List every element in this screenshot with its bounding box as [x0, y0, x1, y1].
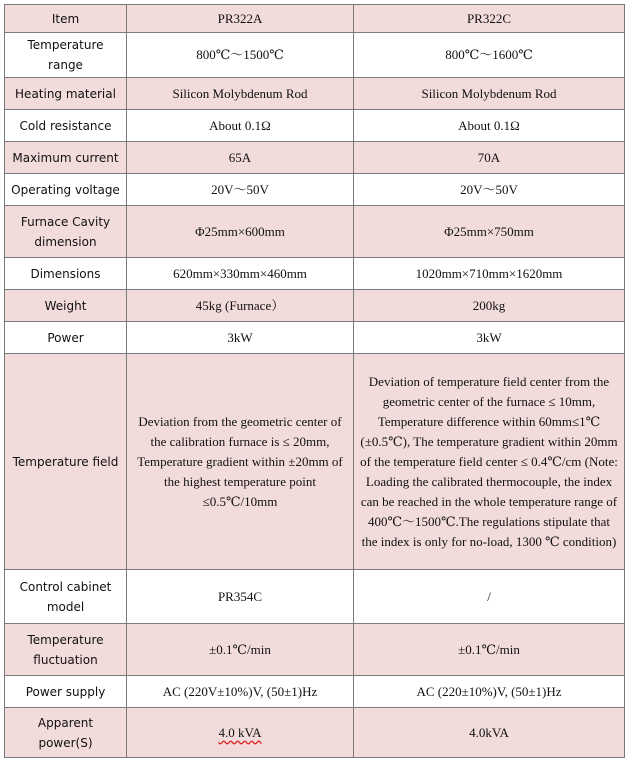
table-row	[5, 676, 625, 708]
table-row	[5, 322, 625, 354]
row-label: Power supply	[5, 676, 127, 708]
value-pr322c: 200kg	[354, 290, 625, 322]
table-row	[5, 174, 625, 206]
header-pr322c: PR322C	[354, 5, 625, 33]
value-pr322a: 65A	[127, 142, 354, 174]
value-pr322c: 4.0kVA	[354, 708, 625, 758]
table-row	[5, 110, 625, 142]
row-label: Weight	[5, 290, 127, 322]
value-pr322c: Silicon Molybdenum Rod	[354, 78, 625, 110]
value-pr322a: PR354C	[127, 570, 354, 624]
value-pr322a	[127, 708, 354, 758]
value-pr322a: Deviation from the geometric center of the calibration furnace is ≤ 20mm, Temperature gradient within ±20mm of the highest temperature point ≤0.5℃/10mm	[127, 354, 354, 570]
table-row	[5, 258, 625, 290]
table-row	[5, 290, 625, 322]
row-label: Furnace Cavity dimension	[5, 206, 127, 258]
value-pr322c: AC (220±10%)V, (50±1)Hz	[354, 676, 625, 708]
value-pr322c: 800℃～1600℃	[354, 33, 625, 78]
value-pr322a: 620mm×330mm×460mm	[127, 258, 354, 290]
row-label: Operating voltage	[5, 174, 127, 206]
table-row	[5, 354, 625, 570]
value-pr322a: 20V～50V	[127, 174, 354, 206]
value-pr322c: /	[354, 570, 625, 624]
row-label: Heating material	[5, 78, 127, 110]
header-row	[5, 5, 625, 33]
row-label: Cold resistance	[5, 110, 127, 142]
value-pr322a: 45kg (Furnace）	[127, 290, 354, 322]
value-pr322c: About 0.1Ω	[354, 110, 625, 142]
header-item: Item	[5, 5, 127, 33]
value-pr322c: 20V～50V	[354, 174, 625, 206]
value-pr322a: About 0.1Ω	[127, 110, 354, 142]
table-row	[5, 142, 625, 174]
row-label: Maximum current	[5, 142, 127, 174]
header-pr322a: PR322A	[127, 5, 354, 33]
row-label: Temperature field	[5, 354, 127, 570]
value-pr322a: 800℃～1500℃	[127, 33, 354, 78]
row-label: Control cabinet model	[5, 570, 127, 624]
row-label: Dimensions	[5, 258, 127, 290]
apparent-power-value-a: 4.0 kVA	[218, 724, 262, 740]
value-pr322c: 1020mm×710mm×1620mm	[354, 258, 625, 290]
table-row	[5, 708, 625, 758]
row-label: Temperature range	[5, 33, 127, 78]
value-pr322c: Deviation of temperature field center from the geometric center of the furnace ≤ 10mm, Temperature difference within 60mm≤1℃ (±0.5℃), The temperature gradient within 20mm of the temperature field center ≤ 0.4℃/cm (Note: Loading the calibrated thermocouple, the index can be reached in the whole temperature range of 400℃～1500℃.The regulations stipulate that the index is only for no-load, 1300 ℃ condition)	[354, 354, 625, 570]
value-pr322c: Φ25mm×750mm	[354, 206, 625, 258]
spec-table	[4, 4, 625, 758]
value-pr322c: 70A	[354, 142, 625, 174]
table-row	[5, 33, 625, 78]
value-pr322a: AC (220V±10%)V, (50±1)Hz	[127, 676, 354, 708]
value-pr322a: 3kW	[127, 322, 354, 354]
row-label: Power	[5, 322, 127, 354]
value-pr322a: Φ25mm×600mm	[127, 206, 354, 258]
value-pr322a: Silicon Molybdenum Rod	[127, 78, 354, 110]
table-row	[5, 624, 625, 676]
table-row	[5, 206, 625, 258]
value-pr322a: ±0.1℃/min	[127, 624, 354, 676]
value-pr322c: 3kW	[354, 322, 625, 354]
row-label: Apparent power(S)	[5, 708, 127, 758]
table-row	[5, 78, 625, 110]
table-row	[5, 570, 625, 624]
row-label: Temperature fluctuation	[5, 624, 127, 676]
value-pr322c: ±0.1℃/min	[354, 624, 625, 676]
